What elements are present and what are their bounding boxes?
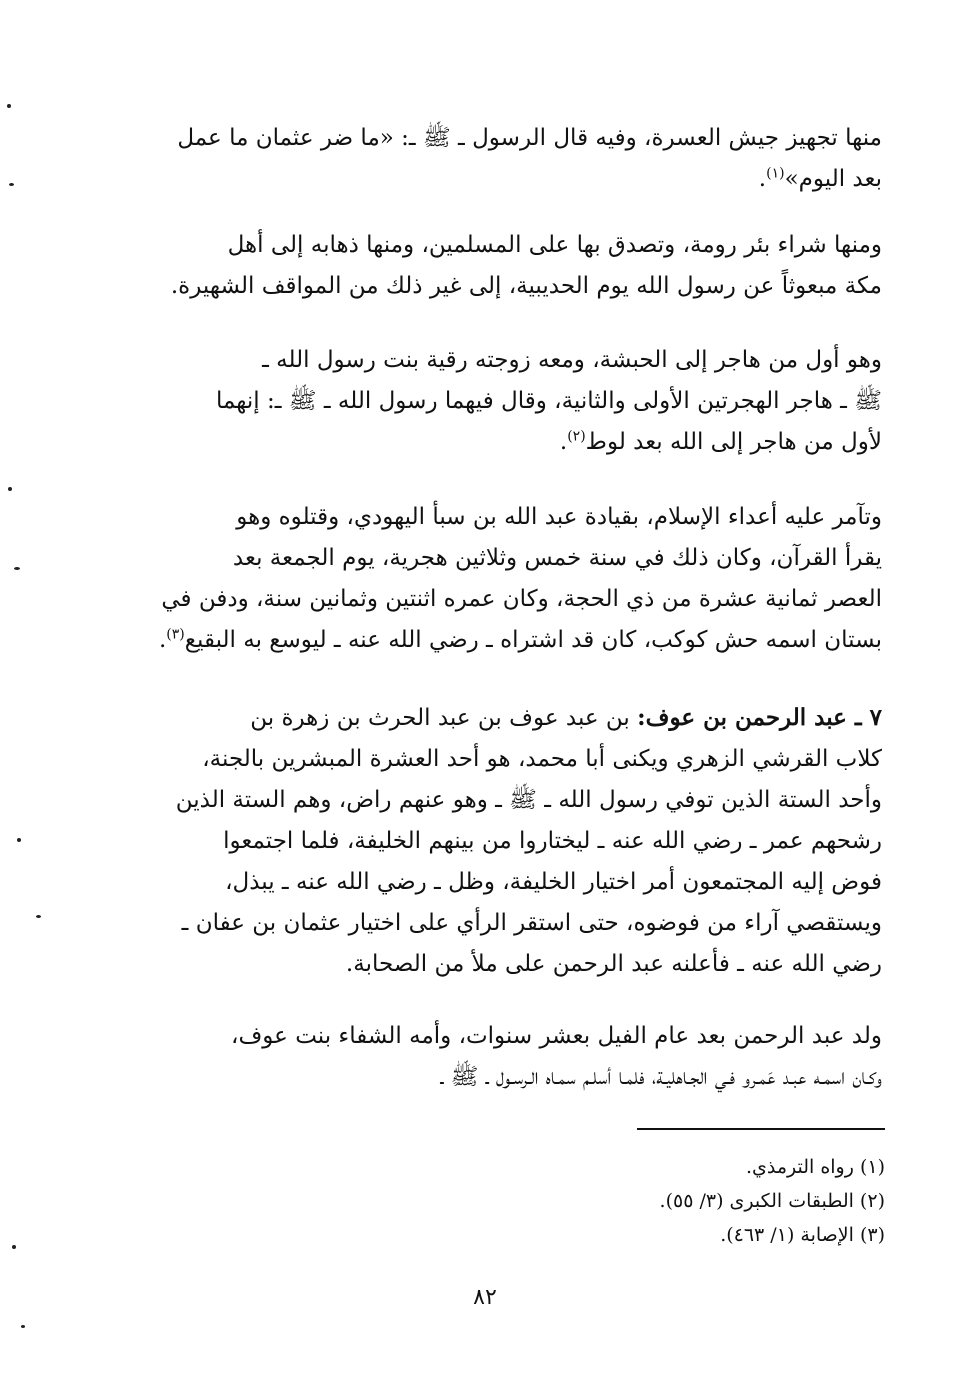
footnote-2: (٢) الطبقات الكبرى (٣/ ٥٥). (659, 1190, 885, 1212)
body-paragraph-6 (112, 1016, 882, 1098)
paragraph-line: وكـان اسمـه عبـد عَمـرو فـي الجـاهليـة، فلمـا أسلـم سمـاه الـرسـول ـ ﷺ ـ (440, 1064, 882, 1090)
paragraph-line: ولد عبد الرحمن بعد عام الفيل بعشر سنوات، وأمه الشفاء بنت عوف، (231, 1023, 882, 1049)
paragraph-line: وتآمر عليه أعداء الإسلام، بقيادة عبد الله بن سبأ اليهودي، وقتلوه وهو (236, 504, 882, 530)
paragraph-line: العصر ثمانية عشرة من ذي الحجة، وكان عمره اثنتين وثمانين سنة، ودفن في (161, 586, 882, 612)
paragraph-line: رضي الله عنه ـ فأعلنه عبد الرحمن على ملأ من الصحابة. (345, 951, 882, 977)
footnote-reference: (١) (766, 165, 785, 182)
line-end: . (758, 166, 767, 192)
paragraph-line: وهو أول من هاجر إلى الحبشة، ومعه زوجته رقية بنت رسول الله ـ (262, 347, 882, 373)
body-paragraph-1 (112, 118, 882, 200)
line-end: . (559, 429, 568, 455)
paragraph-line: ﷺ ـ هاجر الهجرتين الأولى والثانية، وقال فيهما رسول الله ـ ﷺ ـ: إنهما (215, 388, 882, 414)
footnote-reference: (٣) (166, 626, 185, 643)
scan-speck (8, 487, 12, 491)
scan-speck (12, 1245, 16, 1249)
scan-speck (9, 183, 14, 186)
paragraph-line (112, 422, 882, 463)
paragraph-line: فوض إليه المجتمعون أمر اختيار الخليفة، وظل ـ رضي الله عنه ـ يبذل، (225, 869, 882, 895)
paragraph-line: منها تجهيز جيش العسرة، وفيه قال الرسول ـ ﷺ ـ: «ما ضر عثمان ما عمل (177, 125, 882, 151)
paragraph-line (112, 620, 882, 661)
body-paragraph-2 (112, 225, 882, 307)
footnote-1: (١) رواه الترمذي. (745, 1156, 885, 1178)
scan-speck (36, 915, 41, 918)
section-heading: ٧ ـ عبد الرحمن بن عوف: (637, 704, 882, 731)
paragraph-line: يقرأ القرآن، وكان ذلك في سنة خمس وثلاثين هجرية، يوم الجمعة بعد (232, 545, 882, 571)
paragraph-line: وأحد الستة الذين توفي رسول الله ـ ﷺ ـ وهو عنهم راض، وهم الستة الذين (175, 787, 882, 813)
line-text: بعد اليوم» (784, 166, 882, 192)
footnote-reference: (٢) (567, 428, 586, 445)
line-text: بستان اسمه حش كوكب، كان قد اشتراه ـ رضي الله عنه ـ ليوسع به البقيع (184, 627, 882, 653)
body-paragraph-3 (112, 340, 882, 463)
footnote-divider (637, 1128, 885, 1130)
scan-speck (17, 838, 21, 842)
scan-speck (21, 1325, 25, 1328)
line-end: . (158, 627, 167, 653)
paragraph-line (112, 159, 882, 200)
body-paragraph-5 (112, 697, 882, 985)
footnote-3: (٣) الإصابة (١/ ٤٦٣). (720, 1224, 885, 1246)
line-text: لأول من هاجر إلى الله بعد لوط (585, 429, 882, 455)
paragraph-line: كلاب القرشي الزهري ويكنى أبا محمد، هو أحد العشرة المبشرين بالجنة، (202, 746, 882, 772)
page-number: ٨٢ (473, 1285, 497, 1310)
paragraph-line: رشحهم عمر ـ رضي الله عنه ـ ليختاروا من بينهم الخليفة، فلما اجتمعوا (223, 828, 882, 854)
scan-speck (14, 567, 20, 570)
line-text: بن عبد عوف بن عبد الحرث بن زهرة بن (250, 705, 638, 731)
paragraph-line: ويستقصي آراء من فوضوه، حتى استقر الرأي على اختيار عثمان بن عفان ـ (181, 910, 882, 936)
body-paragraph-4 (112, 497, 882, 661)
scan-speck (7, 104, 11, 108)
footnotes (430, 1150, 885, 1252)
paragraph-line: مكة مبعوثاً عن رسول الله يوم الحديبية، إلى غير ذلك من المواقف الشهيرة. (170, 273, 882, 299)
paragraph-line: ومنها شراء بئر رومة، وتصدق بها على المسلمين، ومنها ذهابه إلى أهل (227, 232, 882, 258)
paragraph-line (112, 697, 882, 739)
